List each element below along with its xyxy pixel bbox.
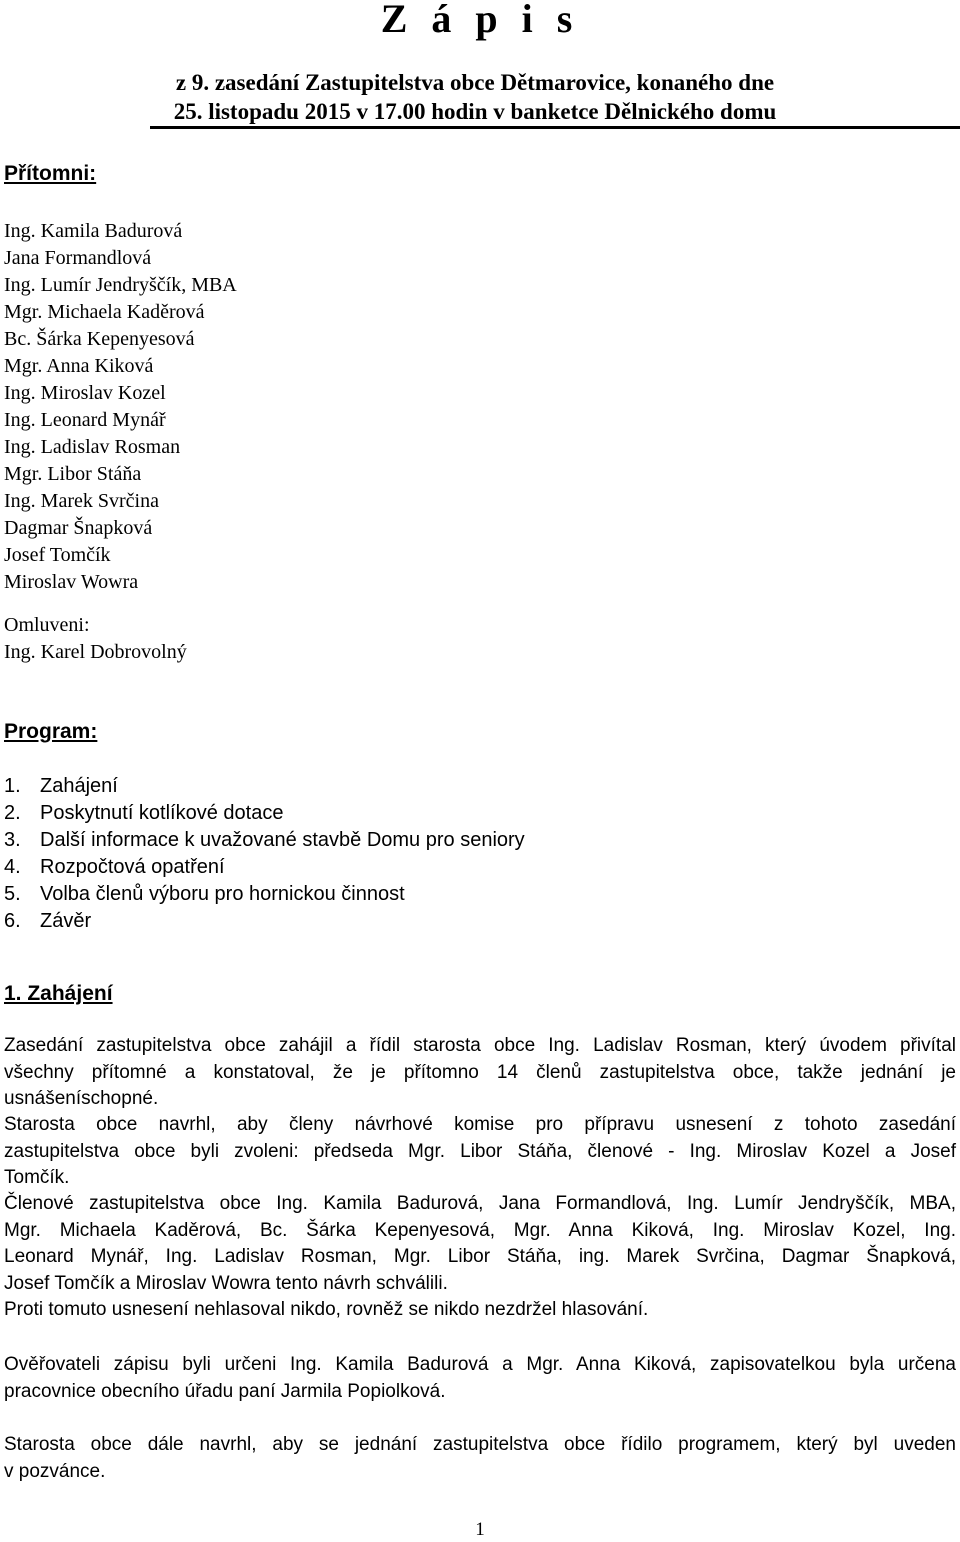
program-item — [4, 908, 525, 935]
list-item: Ing. Kamila Badurová — [4, 220, 183, 242]
program-item-number: 5. — [4, 883, 21, 905]
header-rule — [150, 126, 960, 129]
list-item: Bc. Šárka Kepenyesová — [4, 328, 195, 350]
list-item: Josef Tomčík — [4, 544, 111, 566]
paragraph-line: všechny přítomné a konstatoval, že je přítomno 14 členů zastupitelstva obce, takže jednání je — [4, 1061, 956, 1083]
program-proposal-paragraph — [4, 1432, 956, 1485]
program-item-text: Další informace k uvažované stavbě Domu pro seniory — [40, 829, 525, 851]
program-item — [4, 773, 525, 800]
page-number: 1 — [475, 1519, 485, 1540]
paragraph-line: usnášeníschopné. — [4, 1088, 159, 1109]
list-item: Ing. Ladislav Rosman — [4, 436, 181, 458]
opening-paragraph — [4, 1033, 956, 1113]
list-item: Ing. Leonard Mynář — [4, 409, 166, 431]
program-list — [4, 773, 525, 935]
program-item-number: 4. — [4, 856, 21, 878]
paragraph-line: v pozvánce. — [4, 1460, 106, 1482]
program-item-number: 1. — [4, 775, 21, 797]
paragraph-line: Tomčík. — [4, 1167, 70, 1188]
program-heading: Program: — [4, 720, 98, 743]
section-1-heading: 1. Zahájení — [4, 982, 113, 1005]
paragraph-line: Mgr. Michaela Kaděrová, Bc. Šárka Kepenyesová, Mgr. Anna Kiková, Ing. Miroslav Kozel, Ing. — [4, 1219, 956, 1241]
program-item — [4, 854, 525, 881]
list-item: Mgr. Libor Stáňa — [4, 463, 142, 485]
present-list — [4, 218, 237, 596]
paragraph-line: Josef Tomčík a Miroslav Wowra tento návrh schválili. — [4, 1272, 448, 1294]
paragraph-line: Ověřovateli zápisu byli určeni Ing. Kamila Badurová a Mgr. Anna Kiková, zapisovatelkou byla určena — [4, 1354, 956, 1375]
present-heading: Přítomni: — [4, 162, 97, 185]
program-item-text: Zahájení — [40, 775, 118, 797]
subtitle-line-1: z 9. zasedání Zastupitelstva obce Dětmarovice, konaného dne — [175, 70, 775, 95]
program-item-number: 2. — [4, 802, 21, 824]
program-item — [4, 881, 525, 908]
list-item: Ing. Lumír Jendryščík, MBA — [4, 274, 237, 296]
list-item: Dagmar Šnapková — [4, 517, 153, 539]
excused-label: Omluveni: — [4, 614, 90, 636]
paragraph-line: Členové zastupitelstva obce Ing. Kamila Badurová, Jana Formandlová, Ing. Lumír Jendryščík, MBA, — [4, 1193, 956, 1214]
document-title: Z á p i s — [380, 0, 580, 41]
verifiers-paragraph — [4, 1352, 956, 1405]
paragraph-line: Leonard Mynář, Ing. Ladislav Rosman, Mgr. Libor Stáňa, ing. Marek Svrčina, Dagmar Šnapková, — [4, 1246, 956, 1267]
paragraph-line: pracovnice obecního úřadu paní Jarmila Popiolková. — [4, 1380, 446, 1402]
paragraph-line: zastupitelstva obce byli zvoleni: předseda Mgr. Libor Stáňa, členové - Ing. Miroslav Kozel a Josef — [4, 1140, 956, 1162]
program-item-text: Závěr — [40, 910, 92, 932]
list-item: Ing. Miroslav Kozel — [4, 382, 166, 404]
program-item-number: 3. — [4, 829, 21, 851]
approval-paragraph — [4, 1191, 956, 1297]
list-item: Miroslav Wowra — [4, 571, 139, 593]
program-item-text: Volba členů výboru pro hornickou činnost — [40, 883, 405, 905]
paragraph-line: Proti tomuto usnesení nehlasoval nikdo, rovněž se nikdo nezdržel hlasování. — [4, 1299, 649, 1320]
excused-name: Ing. Karel Dobrovolný — [4, 641, 187, 663]
commission-paragraph — [4, 1112, 956, 1192]
program-item-number: 6. — [4, 910, 21, 932]
paragraph-line: Starosta obce navrhl, aby členy návrhové komise pro přípravu usnesení z tohoto zasedání — [4, 1114, 956, 1135]
list-item: Jana Formandlová — [4, 247, 152, 269]
list-item: Mgr. Michaela Kaděrová — [4, 301, 205, 323]
paragraph-line: Zasedání zastupitelstva obce zahájil a řídil starosta obce Ing. Ladislav Rosman, který úvodem přivítal — [4, 1035, 956, 1056]
paragraph-line: Starosta obce dále navrhl, aby se jednání zastupitelstva obce řídilo programem, který byl uveden — [4, 1434, 956, 1455]
program-item-text: Poskytnutí kotlíkové dotace — [40, 802, 284, 824]
list-item: Ing. Marek Svrčina — [4, 490, 159, 512]
list-item: Mgr. Anna Kiková — [4, 355, 154, 377]
vote-paragraph — [4, 1297, 956, 1324]
program-item-text: Rozpočtová opatření — [40, 856, 225, 878]
program-item — [4, 827, 525, 854]
subtitle-line-2: 25. listopadu 2015 v 17.00 hodin v banketce Dělnického domu — [173, 99, 777, 124]
program-item — [4, 800, 525, 827]
